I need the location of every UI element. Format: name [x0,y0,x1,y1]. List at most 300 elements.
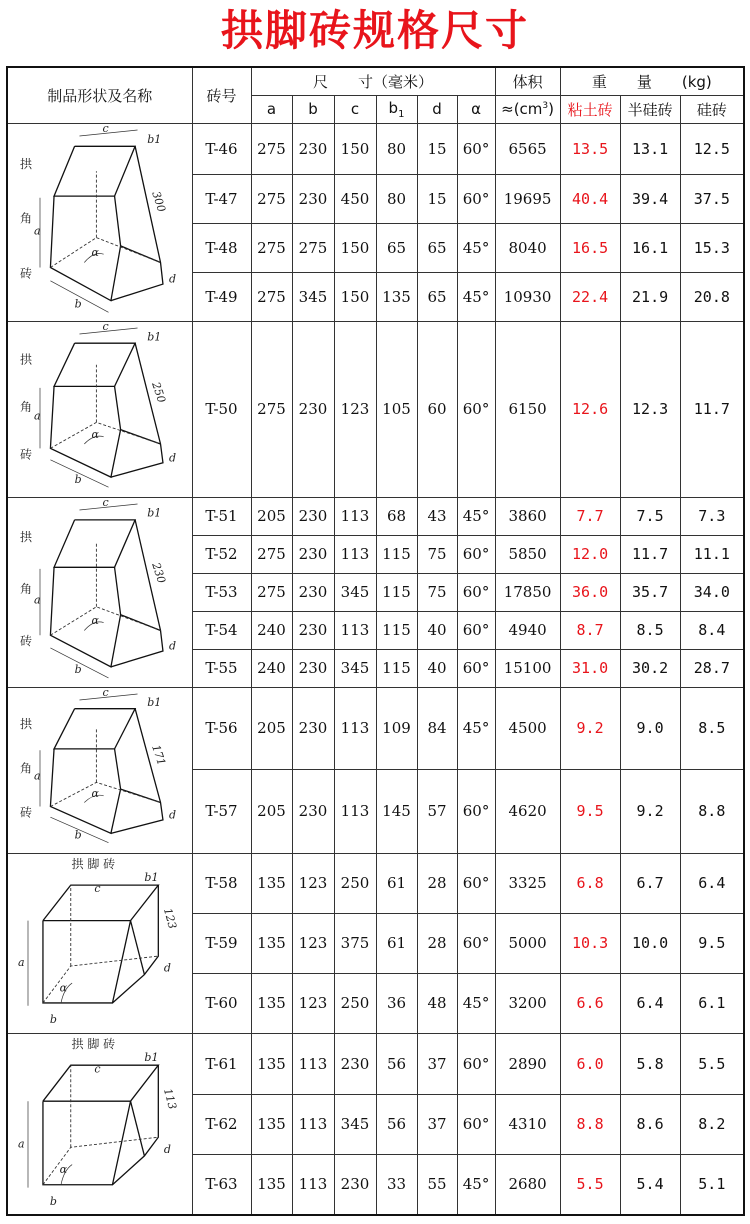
header-weight-semi-silica: 半硅砖 [620,95,680,123]
dim-label-a: a [34,593,41,607]
header-weight-clay: 粘土砖 [560,95,620,123]
dim-label-c: c [94,882,101,896]
cell-d: 75 [417,535,457,573]
alpha-label: α [59,1162,68,1176]
cell-d: 60 [417,321,457,497]
cell-clay: 36.0 [560,573,620,611]
header-dim-alpha: α [457,95,495,123]
hidden-edge [50,238,160,268]
cell-a: 275 [251,573,292,611]
cell-semi: 35.7 [620,573,680,611]
dim-label-c: c [102,124,109,135]
cell-b: 230 [292,321,334,497]
cell-volume: 15100 [495,649,560,687]
cell-a: 275 [251,223,292,272]
cell-clay: 22.4 [560,272,620,321]
dim-label-b1: b1 [147,696,162,710]
cell-d: 48 [417,973,457,1033]
cell-silica: 34.0 [680,573,744,611]
header-dim-b1-main: b [388,98,399,117]
cell-volume: 6150 [495,321,560,497]
alpha-label: α [59,981,68,995]
brick-front-face [43,1101,131,1185]
dim-label-c: c [102,498,109,509]
cell-c: 150 [334,123,376,174]
cell-clay: 10.3 [560,913,620,973]
cell-alpha: 60° [457,913,495,973]
cell-a: 135 [251,1154,292,1215]
shape-illustration-cell [7,321,192,497]
cell-c: 230 [334,1154,376,1215]
cell-semi: 6.4 [620,973,680,1033]
header-weight: 重 量 (kg) [560,67,744,95]
shape-label-char: 拱 [20,717,33,732]
cell-a: 275 [251,123,292,174]
cell-volume: 5000 [495,913,560,973]
cell-alpha: 45° [457,973,495,1033]
cell-silica: 8.5 [680,687,744,769]
dim-label-c: c [102,688,109,699]
cell-semi: 9.0 [620,687,680,769]
cell-b: 230 [292,649,334,687]
cell-silica: 8.4 [680,611,744,649]
cell-semi: 5.8 [620,1033,680,1094]
brick-top-face [43,885,158,921]
shape-label-char: 砖 [20,447,33,462]
cell-volume: 5850 [495,535,560,573]
table-row [7,1033,744,1094]
cell-a: 135 [251,913,292,973]
cell-semi: 5.4 [620,1154,680,1215]
header-dim-c: c [334,95,376,123]
cell-b1: 80 [376,123,417,174]
cell-code: T-52 [192,535,251,573]
cell-c: 345 [334,649,376,687]
alpha-label: α [91,245,99,259]
dim-label-b: b [49,1194,57,1208]
dim-label-b1: b1 [147,506,162,520]
cell-semi: 39.4 [620,174,680,223]
cell-b1: 61 [376,913,417,973]
header-volume-unit [495,95,560,123]
dim-label-a: a [34,224,41,238]
cell-d: 28 [417,913,457,973]
brick-side-face [111,146,163,300]
brick-side-face [112,885,158,1003]
brick-front-face [50,386,120,477]
shape-top-label: 拱 脚 砖 [71,1036,116,1051]
cell-b1: 115 [376,573,417,611]
shape-illustration-cell [7,1033,192,1215]
header-dim-b1 [376,95,417,123]
cell-volume: 17850 [495,573,560,611]
cell-b: 113 [292,1154,334,1215]
brick-diagram [8,854,191,1032]
cell-volume: 4620 [495,769,560,853]
cell-volume: 10930 [495,272,560,321]
cell-b: 113 [292,1033,334,1094]
cell-c: 375 [334,913,376,973]
cell-clay: 6.0 [560,1033,620,1094]
brick-diagram [8,322,191,496]
cell-code: T-55 [192,649,251,687]
cell-code: T-51 [192,497,251,535]
hidden-edge [50,607,160,635]
brick-side-face [111,343,163,477]
cell-b1: 115 [376,649,417,687]
cell-clay: 12.6 [560,321,620,497]
cell-a: 205 [251,687,292,769]
cell-b1: 56 [376,1094,417,1154]
cell-b: 230 [292,535,334,573]
cell-a: 205 [251,769,292,853]
cell-silica: 5.5 [680,1033,744,1094]
cell-a: 205 [251,497,292,535]
cell-volume: 3860 [495,497,560,535]
shape-label-char: 角 [20,211,33,226]
alpha-label: α [91,787,99,801]
dim-label-a: a [18,1137,25,1151]
cell-a: 135 [251,973,292,1033]
shape-label-char: 角 [20,582,33,597]
cell-d: 15 [417,174,457,223]
cell-a: 135 [251,1094,292,1154]
cell-b: 275 [292,223,334,272]
cell-a: 135 [251,1033,292,1094]
cell-c: 113 [334,535,376,573]
cell-silica: 28.7 [680,649,744,687]
cell-clay: 7.7 [560,497,620,535]
cell-volume: 4940 [495,611,560,649]
dim-label-slope: 123 [160,906,179,931]
cell-clay: 8.7 [560,611,620,649]
shape-label-char: 砖 [20,266,33,281]
cell-a: 275 [251,272,292,321]
brick-slope-edge [131,1101,145,1156]
table-row [7,853,744,913]
header-code: 砖号 [192,67,251,123]
cell-b: 123 [292,913,334,973]
cell-b1: 145 [376,769,417,853]
cell-semi: 8.5 [620,611,680,649]
cell-a: 240 [251,649,292,687]
cell-alpha: 45° [457,1154,495,1215]
dim-label-a: a [34,409,41,423]
cell-alpha: 60° [457,573,495,611]
dim-label-b1: b1 [147,330,162,344]
cell-alpha: 45° [457,223,495,272]
cell-silica: 20.8 [680,272,744,321]
brick-slope-edge [131,921,145,975]
cell-c: 250 [334,853,376,913]
cell-alpha: 45° [457,272,495,321]
cell-a: 240 [251,611,292,649]
spec-table [6,66,745,1216]
dim-label-b: b [74,828,82,842]
cell-code: T-60 [192,973,251,1033]
brick-slope-edge [121,430,161,444]
cell-code: T-61 [192,1033,251,1094]
cell-volume: 4500 [495,687,560,769]
cell-c: 150 [334,223,376,272]
cell-b: 230 [292,497,334,535]
header-weight-silica: 硅砖 [680,95,744,123]
dim-label-a: a [18,956,25,970]
dim-label-slope: 230 [149,561,169,586]
dim-label-b1: b1 [144,870,159,884]
hidden-edge [50,782,160,806]
cell-volume: 8040 [495,223,560,272]
cell-c: 113 [334,611,376,649]
cell-volume: 2680 [495,1154,560,1215]
cell-a: 135 [251,853,292,913]
cell-b1: 36 [376,973,417,1033]
cell-d: 40 [417,649,457,687]
cell-silica: 11.1 [680,535,744,573]
brick-top-face [54,343,135,386]
shape-label-char: 拱 [20,352,33,367]
dim-label-c: c [102,322,109,333]
dim-label-b: b [49,1012,57,1026]
cell-semi: 8.6 [620,1094,680,1154]
brick-side-face [112,1065,158,1185]
alpha-label: α [91,428,99,442]
shape-illustration-cell [7,853,192,1033]
cell-c: 123 [334,321,376,497]
header-dim-a: a [251,95,292,123]
cell-b1: 105 [376,321,417,497]
cell-code: T-48 [192,223,251,272]
cell-code: T-56 [192,687,251,769]
cell-b1: 80 [376,174,417,223]
brick-front-face [50,567,120,667]
cell-b: 230 [292,769,334,853]
cell-d: 84 [417,687,457,769]
cell-silica: 15.3 [680,223,744,272]
brick-top-face [54,146,135,196]
cell-d: 37 [417,1094,457,1154]
cell-clay: 16.5 [560,223,620,272]
cell-b1: 109 [376,687,417,769]
brick-diagram [8,688,191,852]
header-dimensions: 尺 寸（毫米） [251,67,495,95]
cell-c: 113 [334,497,376,535]
cell-d: 28 [417,853,457,913]
cell-clay: 6.8 [560,853,620,913]
cell-a: 275 [251,321,292,497]
table-row [7,497,744,535]
cell-semi: 10.0 [620,913,680,973]
cell-a: 275 [251,535,292,573]
cell-alpha: 45° [457,497,495,535]
cell-b1: 65 [376,223,417,272]
table-body [7,123,744,1215]
cell-semi: 21.9 [620,272,680,321]
dim-label-d: d [163,961,171,975]
cell-d: 65 [417,223,457,272]
cell-silica: 6.4 [680,853,744,913]
brick-top-face [54,709,135,749]
cell-code: T-62 [192,1094,251,1154]
dim-label-b: b [74,297,82,311]
cell-code: T-47 [192,174,251,223]
dim-label-c: c [94,1062,101,1076]
cell-d: 65 [417,272,457,321]
cell-semi: 7.5 [620,497,680,535]
dim-label-slope: 113 [160,1086,179,1111]
shape-illustration-cell [7,497,192,687]
cell-c: 345 [334,1094,376,1154]
dim-label-slope: 300 [149,189,169,214]
shape-illustration-cell [7,123,192,321]
cell-alpha: 60° [457,853,495,913]
cell-alpha: 60° [457,1033,495,1094]
dim-label-d: d [169,451,177,465]
brick-diagram [8,498,191,686]
dim-label-d: d [169,808,177,822]
cell-d: 15 [417,123,457,174]
dim-label-d: d [169,272,177,286]
cell-d: 75 [417,573,457,611]
alpha-label: α [91,614,99,628]
cell-c: 250 [334,973,376,1033]
cell-b1: 33 [376,1154,417,1215]
cell-clay: 9.2 [560,687,620,769]
cell-clay: 9.5 [560,769,620,853]
cell-b: 123 [292,973,334,1033]
cell-b: 345 [292,272,334,321]
shape-label-char: 拱 [20,156,33,171]
cell-code: T-53 [192,573,251,611]
brick-front-face [43,921,131,1003]
cell-alpha: 60° [457,123,495,174]
brick-top-face [43,1065,158,1101]
cell-c: 150 [334,272,376,321]
cell-alpha: 60° [457,1094,495,1154]
header-dim-b: b [292,95,334,123]
brick-side-face [111,520,163,667]
cell-clay: 6.6 [560,973,620,1033]
cell-code: T-57 [192,769,251,853]
dim-label-slope: 250 [149,380,169,405]
table-row [7,123,744,174]
hidden-edge [50,422,160,448]
header-volume-unit-main: ≈(cm [501,100,543,118]
table-row [7,321,744,497]
cell-b1: 115 [376,611,417,649]
cell-code: T-58 [192,853,251,913]
header-volume-unit-sup: 3 [542,101,549,111]
cell-semi: 12.3 [620,321,680,497]
shape-label-char: 砖 [20,634,33,649]
cell-c: 113 [334,687,376,769]
brick-diagram [8,124,191,320]
cell-volume: 3200 [495,973,560,1033]
cell-silica: 8.8 [680,769,744,853]
cell-d: 37 [417,1033,457,1094]
cell-silica: 37.5 [680,174,744,223]
cell-code: T-46 [192,123,251,174]
cell-code: T-59 [192,913,251,973]
cell-alpha: 60° [457,321,495,497]
cell-semi: 9.2 [620,769,680,853]
brick-top-face [54,520,135,567]
brick-front-face [50,196,120,301]
cell-volume: 2890 [495,1033,560,1094]
cell-alpha: 60° [457,769,495,853]
cell-c: 113 [334,769,376,853]
header-volume-unit-close: ) [548,100,555,118]
cell-d: 55 [417,1154,457,1215]
cell-alpha: 45° [457,687,495,769]
cell-b1: 135 [376,272,417,321]
cell-b1: 61 [376,853,417,913]
cell-alpha: 60° [457,174,495,223]
cell-volume: 3325 [495,853,560,913]
cell-semi: 13.1 [620,123,680,174]
cell-c: 345 [334,573,376,611]
cell-silica: 8.2 [680,1094,744,1154]
cell-b: 230 [292,611,334,649]
cell-semi: 11.7 [620,535,680,573]
dim-label-slope: 171 [149,743,169,768]
cell-b1: 56 [376,1033,417,1094]
dim-label-b1: b1 [144,1050,159,1064]
brick-side-face [111,709,163,834]
cell-b: 230 [292,123,334,174]
dim-label-b1: b1 [147,132,162,146]
cell-b: 123 [292,853,334,913]
shape-label-char: 拱 [20,529,33,544]
cell-volume: 19695 [495,174,560,223]
cell-silica: 9.5 [680,913,744,973]
cell-alpha: 60° [457,649,495,687]
cell-semi: 16.1 [620,223,680,272]
brick-front-face [50,749,120,833]
dim-label-b: b [74,472,82,486]
cell-clay: 12.0 [560,535,620,573]
cell-b: 230 [292,174,334,223]
cell-c: 450 [334,174,376,223]
cell-code: T-63 [192,1154,251,1215]
page-title: 拱脚砖规格尺寸 [220,6,529,55]
shape-label-char: 角 [20,761,33,776]
dim-label-d: d [163,1142,171,1156]
cell-b: 113 [292,1094,334,1154]
cell-volume: 6565 [495,123,560,174]
cell-silica: 7.3 [680,497,744,535]
cell-silica: 6.1 [680,973,744,1033]
header-dim-b1-sub: 1 [398,108,405,120]
dim-label-b: b [74,663,82,677]
table-row [7,687,744,769]
cell-silica: 11.7 [680,321,744,497]
cell-semi: 6.7 [620,853,680,913]
shape-label-char: 砖 [20,805,33,820]
cell-code: T-54 [192,611,251,649]
cell-d: 43 [417,497,457,535]
cell-b1: 68 [376,497,417,535]
cell-silica: 5.1 [680,1154,744,1215]
header-dim-d: d [417,95,457,123]
cell-d: 40 [417,611,457,649]
cell-semi: 30.2 [620,649,680,687]
cell-b: 230 [292,573,334,611]
cell-alpha: 60° [457,535,495,573]
dim-label-a: a [34,769,41,783]
dim-label-d: d [169,639,177,653]
cell-b: 230 [292,687,334,769]
